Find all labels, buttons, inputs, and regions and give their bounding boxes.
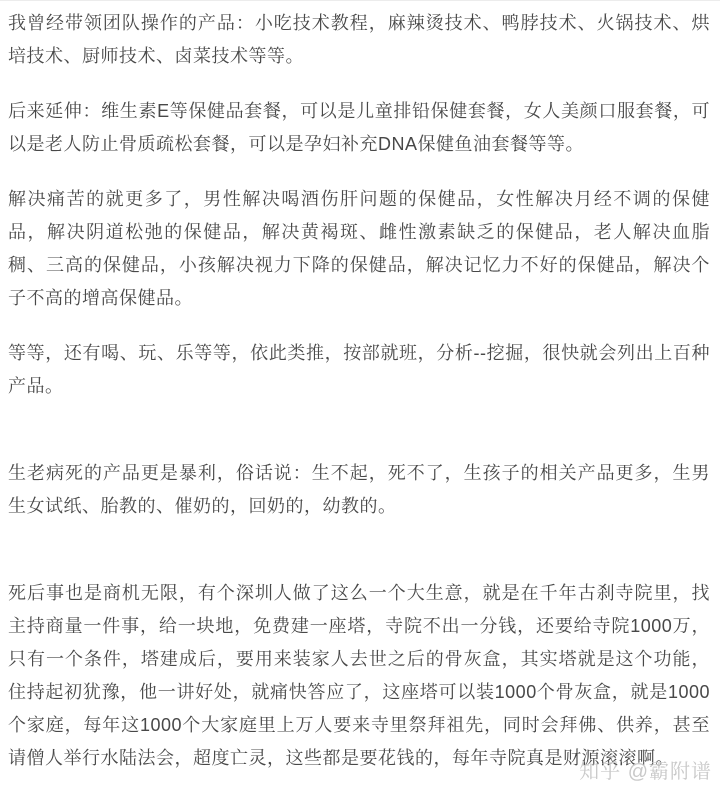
zhihu-watermark: 知乎 @霸附谱: [579, 761, 712, 783]
paragraph-afterlife-business: 死后事也是商机无限，有个深圳人做了这么一个大生意，就是在千年古刹寺院里，找主持商量一件事，给一块地，免费建一座塔，寺院不出一分钱，还要给寺院1000万，只有一个条件，塔建成后，要用来装家人去世之后的骨灰盒，其实塔就是这个功能，住持起初犹豫，他一讲好处，就痛快答应了，这座塔可以装1000个骨灰盒，就是1000个家庭，每年这1000个大家庭里上万人要来寺里祭拜祖先，同时会拜佛、供养，甚至请僧人举行水陆法会，超度亡灵，这些都是要花钱的，每年寺院真是财源滚滚啊。: [8, 583, 710, 768]
paragraph-etcetera: 等等，还有喝、玩、乐等等，依此类推，按部就班，分析--挖掘，很快就会列出上百种产品。: [8, 343, 710, 396]
paragraph-pain-solutions: 解决痛苦的就更多了，男性解决喝酒伤肝问题的保健品，女性解决月经不调的保健品，解决阴道松弛的保健品，解决黄褐斑、雌性激素缺乏的保健品，老人解决血脂稠、三高的保健品，小孩解决视力下降的保健品，解决记忆力不好的保健品，解决个子不高的增高保健品。: [8, 189, 710, 308]
paragraph-supplements: 后来延伸：维生素E等保健品套餐，可以是儿童排铅保健套餐，女人美颜口服套餐，可以是老人防止骨质疏松套餐，可以是孕妇补充DNA保健鱼油套餐等等。: [8, 101, 710, 154]
paragraph-products: 我曾经带领团队操作的产品：小吃技术教程，麻辣烫技术、鸭脖技术、火锅技术、烘培技术、厨师技术、卤菜技术等等。: [8, 13, 710, 66]
article-body: [0, 1, 720, 775]
paragraph-life-death-products: 生老病死的产品更是暴利，俗话说：生不起，死不了，生孩子的相关产品更多，生男生女试纸、胎教的、催奶的，回奶的，幼教的。: [8, 463, 710, 516]
